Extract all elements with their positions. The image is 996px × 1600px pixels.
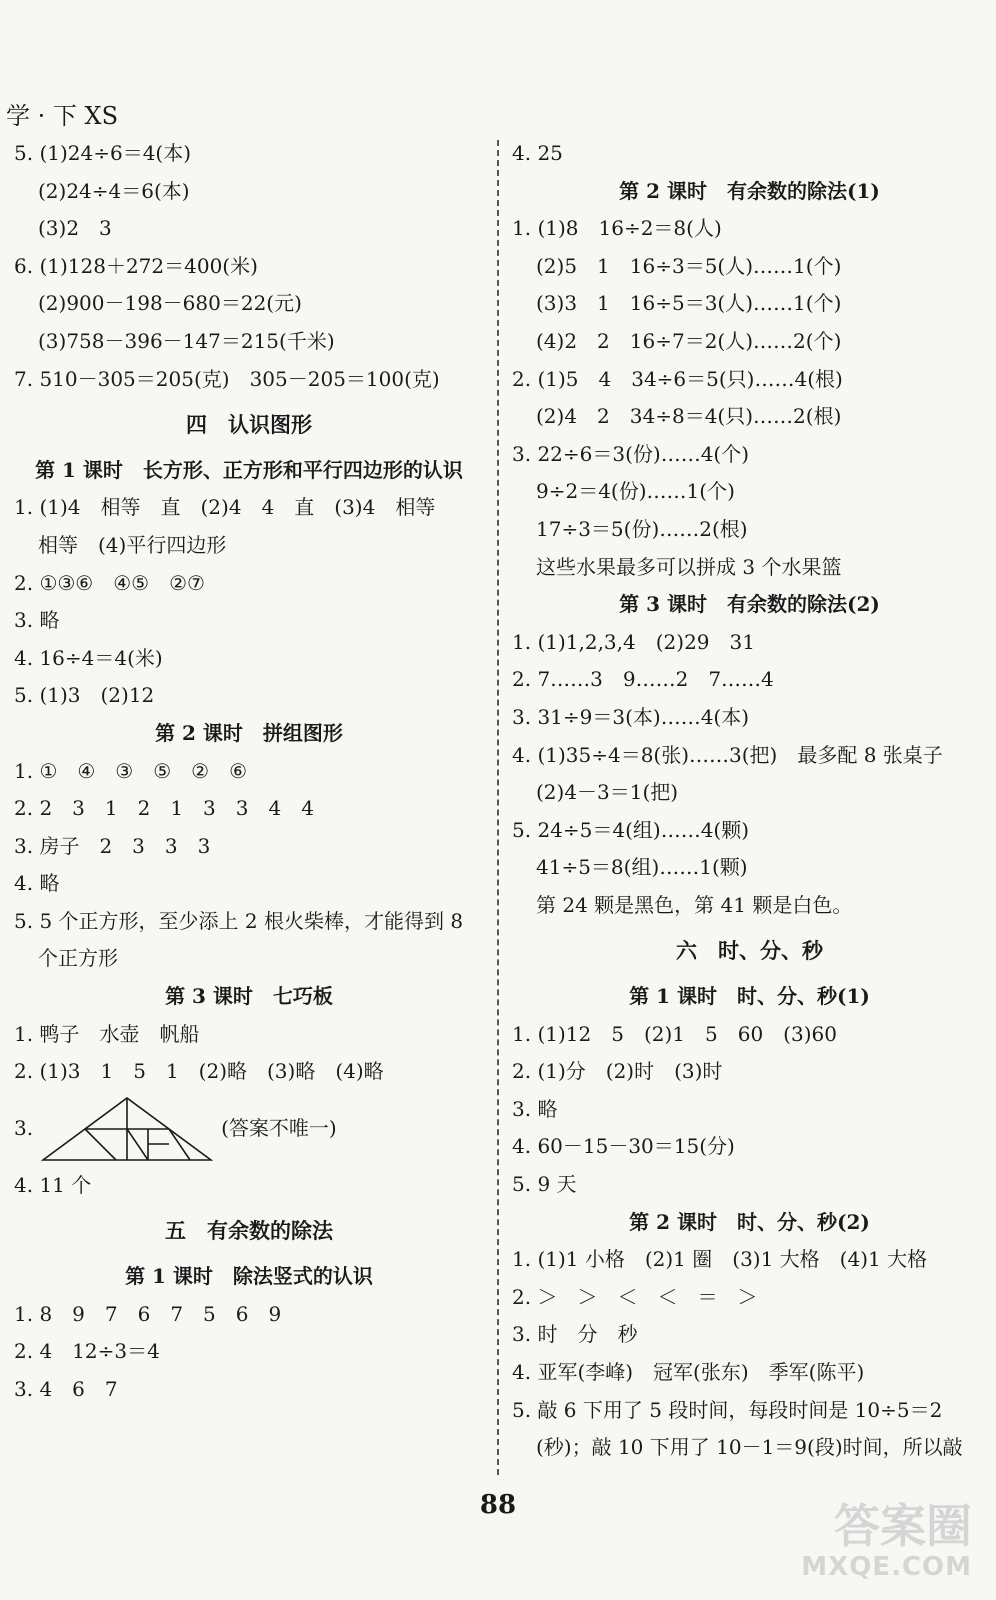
lesson-heading: 第 2 课时 拼组图形: [155, 720, 343, 745]
left-column: [14, 135, 484, 1408]
answer-line: 个正方形: [38, 946, 118, 971]
answer-line: 4. 16÷4＝4(米): [14, 645, 163, 670]
answer-line: (2)5 1 16÷3＝5(人)……1(个): [536, 253, 842, 278]
answer-line: (4)2 2 16÷7＝2(人)……2(个): [536, 328, 842, 353]
answer-line: (2)4 2 34÷8＝4(只)……2(根): [536, 404, 842, 429]
answer-line: 第 24 颗是黑色，第 41 颗是白色。: [536, 892, 853, 917]
page-header: 学 · 下 XS: [6, 102, 119, 130]
answer-line: 4. 11 个: [14, 1172, 92, 1197]
answer-line: 4. (1)35÷4＝8(张)……3(把) 最多配 8 张桌子: [512, 742, 943, 767]
unit-heading: 四 认识图形: [186, 412, 312, 438]
lesson-heading: 第 2 课时 有余数的除法(1): [619, 178, 880, 203]
answer-line: 2. 4 12÷3＝4: [14, 1339, 160, 1364]
right-column: [512, 135, 987, 1467]
answer-line: 5. 9 天: [512, 1172, 577, 1197]
answer-line: 1. (1)1,2,3,4 (2)29 31: [512, 629, 755, 654]
answer-line: 6. (1)128＋272＝400(米): [14, 253, 258, 278]
answer-line: 2. 7……3 9……2 7……4: [512, 667, 774, 692]
answer-line: 17÷3＝5(份)……2(根): [536, 516, 748, 541]
answer-line: 3. 4 6 7: [14, 1376, 118, 1401]
answer-line: 5. 敲 6 下用了 5 段时间，每段时间是 10÷5＝2: [512, 1397, 943, 1422]
answer-line: 41÷5＝8(组)……1(颗): [536, 855, 748, 880]
column-divider: [497, 140, 499, 1475]
answer-line: 这些水果最多可以拼成 3 个水果篮: [536, 554, 842, 579]
watermark-logo: [772, 1500, 972, 1590]
answer-line: 2. ①③⑥ ④⑤ ②⑦: [14, 570, 205, 595]
watermark-url: MXQE.COM: [801, 1552, 972, 1582]
answer-line: 3. 房子 2 3 3 3: [14, 833, 211, 858]
answer-line: 2. (1)5 4 34÷6＝5(只)……4(根): [512, 366, 843, 391]
answer-line: 3. 略: [14, 608, 60, 633]
answer-line: 4. 亚军(李峰) 冠军(张东) 季军(陈平): [512, 1360, 865, 1384]
answer-number: 3.: [14, 1116, 34, 1141]
answer-line: 5. (1)24÷6＝4(本): [14, 141, 192, 165]
answer-line: 5. 5 个正方形，至少添上 2 根火柴棒，才能得到 8: [14, 908, 464, 933]
answer-line: 7. 510－305＝205(克) 305－205＝100(克): [14, 366, 440, 391]
answer-line: (2)900－198－680＝22(元): [38, 291, 302, 316]
answer-line: (秒)；敲 10 下用了 10－1＝9(段)时间，所以敲: [536, 1435, 963, 1460]
answer-line: 1. (1)8 16÷2＝8(人): [512, 216, 722, 241]
answer-line: 2. (1)3 1 5 1 (2)略 (3)略 (4)略: [14, 1059, 384, 1084]
answer-line: 9÷2＝4(份)……1(个): [536, 479, 735, 504]
page-number: 88: [479, 1490, 517, 1520]
lesson-heading: 第 2 课时 时、分、秒(2): [629, 1209, 870, 1234]
answer-line: 2. 2 3 1 2 1 3 3 4 4: [14, 796, 314, 821]
unit-heading: 五 有余数的除法: [165, 1218, 333, 1244]
answer-line: (3)2 3: [38, 216, 112, 241]
answer-line: 3. 略: [512, 1096, 558, 1121]
unit-heading: 六 时、分、秒: [676, 938, 823, 964]
answer-line: 3. 时 分 秒: [512, 1322, 638, 1347]
answer-note: (答案不唯一): [221, 1116, 337, 1141]
answer-line: 4. 略: [14, 871, 60, 896]
answer-line: (3)3 1 16÷5＝3(人)……1(个): [536, 291, 842, 316]
answer-line: 2. ＞ ＞ ＜ ＜ ＝ ＞: [512, 1284, 758, 1309]
answer-line: 1. ① ④ ③ ⑤ ② ⑥: [14, 758, 248, 783]
answer-line: 3. 22÷6＝3(份)……4(个): [512, 441, 750, 466]
answer-line: 1. (1)1 小格 (2)1 圈 (3)1 大格 (4)1 大格: [512, 1247, 928, 1272]
tangram-triangle-figure: [41, 1096, 213, 1162]
answer-line: 1. 鸭子 水壶 帆船: [14, 1021, 200, 1046]
answer-line: 2. (1)分 (2)时 (3)时: [512, 1059, 723, 1084]
answer-line: (3)758－396－147＝215(千米): [38, 328, 335, 353]
answer-line: 5. (1)3 (2)12: [14, 683, 155, 708]
lesson-heading: 第 3 课时 有余数的除法(2): [619, 592, 880, 617]
watermark-text: 答案圈: [834, 1499, 972, 1553]
lesson-heading: 第 1 课时 长方形、正方形和平行四边形的认识: [35, 457, 463, 482]
answer-line: (2)24÷4＝6(本): [38, 178, 190, 203]
answer-line: 相等 (4)平行四边形: [38, 532, 227, 557]
answer-line: 5. 24÷5＝4(组)……4(颗): [512, 817, 750, 842]
answer-line: 4. 25: [512, 141, 563, 165]
answer-line: (2)4－3＝1(把): [536, 780, 679, 805]
answer-line: 4. 60－15－30＝15(分): [512, 1134, 735, 1159]
lesson-heading: 第 3 课时 七巧板: [165, 984, 333, 1009]
lesson-heading: 第 1 课时 时、分、秒(1): [629, 984, 870, 1009]
answer-line: 1. (1)4 相等 直 (2)4 4 直 (3)4 相等: [14, 495, 436, 520]
tangram-answer: [14, 1091, 484, 1167]
answer-line: 3. 31÷9＝3(本)……4(本): [512, 704, 750, 729]
answer-line: 1. 8 9 7 6 7 5 6 9: [14, 1301, 282, 1326]
lesson-heading: 第 1 课时 除法竖式的认识: [125, 1264, 373, 1289]
answer-line: 1. (1)12 5 (2)1 5 60 (3)60: [512, 1021, 837, 1046]
